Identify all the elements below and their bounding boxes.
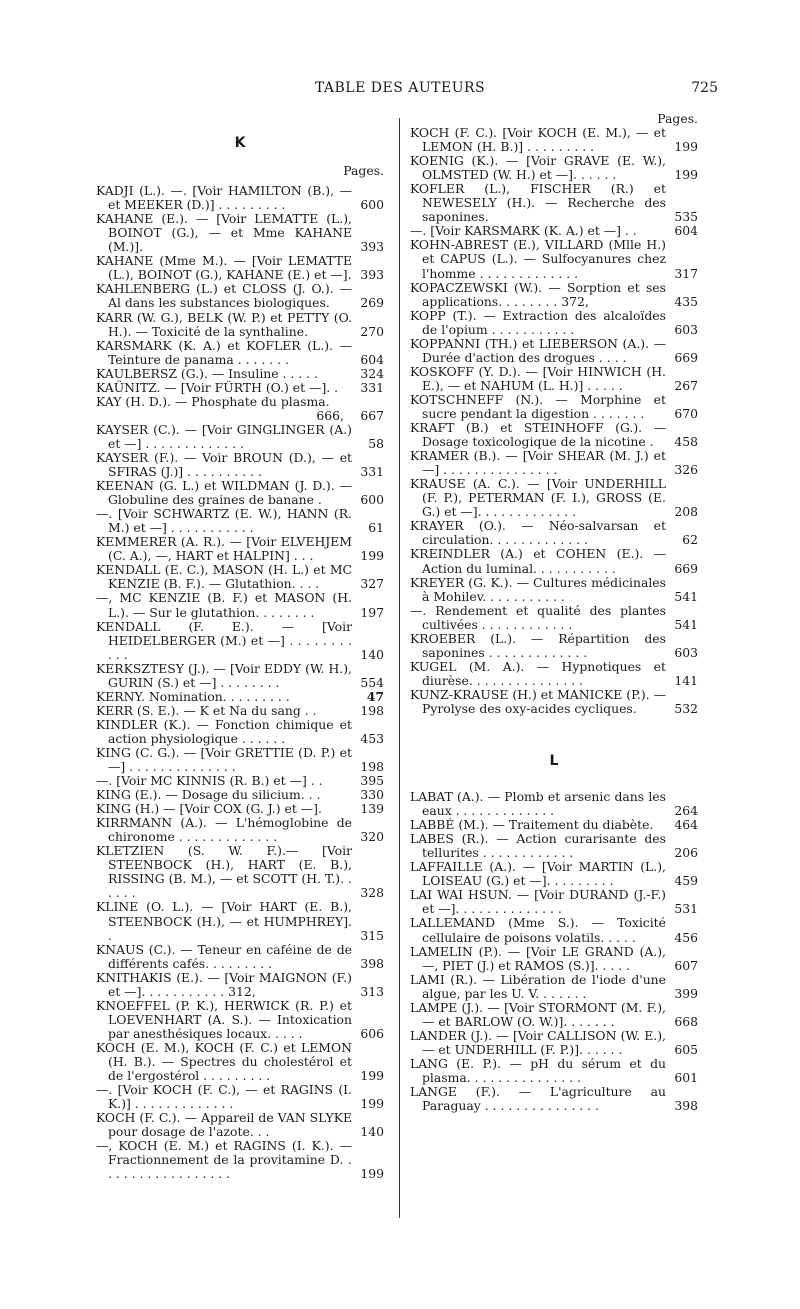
entry-page-number: 58 — [368, 435, 384, 451]
entry-page-number: 399 — [674, 985, 698, 1001]
index-entry — [410, 916, 698, 944]
entry-page-number: 197 — [360, 604, 384, 620]
entry-text: KARR (W. G.), BELK (W. P.) et PETTY (O. H.). — Toxicité de la synthaline. — [96, 309, 352, 339]
entry-text: KOHN-ABREST (E.), VILLARD (Mlle H.) et CAPUS (L.). — Sulfocyanures chez l'homme . . . . . . . . . . . . . — [410, 237, 666, 281]
entry-text: KROEBER (L.). — Répartition des saponines . . . . . . . . . . . . . — [410, 630, 666, 660]
index-entry — [96, 620, 384, 662]
entry-text: KADJI (L.). —. [Voir HAMILTON (B.), — et MEEKER (D.)] . . . . . . . . . — [96, 183, 352, 213]
index-entry — [410, 337, 698, 365]
index-entry — [410, 365, 698, 393]
entry-text: KRAMER (B.). — [Voir SHEAR (M. J.) et —] . . . . . . . . . . . . . . . — [410, 448, 666, 478]
entry-text: LAMELIN (P.). — [Voir LE GRAND (A.), —, PIET (J.) et RAMOS (S.)]. . . . . — [410, 943, 666, 973]
entry-text: KEENAN (G. L.) et WILDMAN (J. D.). — Globuline des graines de banane . — [96, 478, 352, 508]
index-entry — [410, 393, 698, 421]
index-entry — [96, 788, 384, 802]
index-entry — [96, 943, 384, 971]
index-entry — [410, 238, 698, 280]
entry-page-number: 199 — [360, 548, 384, 564]
index-entry — [410, 1085, 698, 1113]
entry-text: KAYSER (C.). — [Voir GINGLINGER (A.) et —] . . . . . . . . . . . . . — [96, 421, 352, 451]
entry-page-number: 393 — [360, 239, 384, 255]
entry-page-number: 459 — [674, 873, 698, 889]
index-entry — [96, 1041, 384, 1083]
index-entry — [96, 409, 384, 423]
entry-page-number: 667 — [360, 407, 384, 423]
entry-text: KING (H.) — [Voir COX (G. J.) et —]. — [96, 801, 322, 817]
index-entry — [410, 973, 698, 1001]
entry-page-number: 604 — [360, 351, 384, 367]
entry-text: KRAUSE (A. C.). — [Voir UNDERHILL (F. P.), PETERMAN (F. I.), GROSS (E. G.) et —]. . . . . . . . . . . . . — [410, 476, 666, 520]
index-entry — [410, 1057, 698, 1085]
index-entry — [96, 451, 384, 479]
entry-page-number: 600 — [360, 492, 384, 508]
pages-label-right: Pages. — [657, 111, 698, 126]
index-entry — [410, 1029, 698, 1057]
entry-page-number: 199 — [360, 1166, 384, 1182]
entry-text: KAYSER (F.). — Voir BROUN (D.), — et SFIRAS (J.)] . . . . . . . . . . — [96, 449, 352, 480]
entry-text: —. [Voir KOCH (F. C.), — et RAGINS (I. K.)] . . . . . . . . . . . . . — [96, 1082, 352, 1112]
page-number: 725 — [691, 80, 718, 96]
entry-text: KOFLER (L.), FISCHER (R.) et NEWESELY (H.). — Recherche des saponines. — [410, 181, 666, 225]
right-column — [410, 112, 698, 1113]
entry-page-number: 607 — [674, 957, 698, 973]
index-entry — [410, 224, 698, 238]
entry-text: KING (C. G.). — [Voir GRETTIE (D. P.) et —] . . . . . . . . . . . . . . — [96, 744, 352, 775]
index-entry — [410, 660, 698, 688]
index-entry — [96, 212, 384, 254]
entry-text: —. Rendement et qualité des plantes cultivées . . . . . . . . . . . . — [410, 602, 666, 632]
entry-page-number: 395 — [360, 773, 384, 789]
index-entry — [96, 563, 384, 591]
entry-text: 666, — [316, 407, 344, 423]
entry-text: LABES (R.). — Action curarisante des tellurites . . . . . . . . . . . . — [410, 831, 666, 861]
index-entry — [410, 519, 698, 547]
entry-text: KERR (S. E.). — K et Na du sang . . — [96, 702, 317, 718]
entry-page-number: 324 — [360, 365, 384, 381]
entry-page-number: 604 — [674, 223, 698, 239]
column-divider — [399, 118, 400, 1218]
entry-page-number: 464 — [674, 817, 698, 833]
left-column — [96, 112, 384, 1181]
entry-page-number: 398 — [674, 1098, 698, 1114]
entry-text: KERNY. Nomination. . . . . . . . . — [96, 688, 290, 704]
entry-text: KOPPANNI (TH.) et LIEBERSON (A.). — Durée d'action des drogues . . . . — [410, 335, 666, 365]
entry-page-number: 603 — [674, 644, 698, 660]
entry-text: KRAFT (B.) et STEINHOFF (G.). — Dosage toxicologique de la nicotine . — [410, 420, 666, 450]
index-entry — [96, 802, 384, 816]
entry-text: KREYER (G. K.). — Cultures médicinales à Mohilev. . . . . . . . . . . — [410, 574, 666, 604]
index-entry — [410, 126, 698, 154]
entry-text: KOPP (T.). — Extraction des alcaloïdes de l'opium . . . . . . . . . . . — [410, 307, 666, 337]
entry-page-number: 140 — [360, 1124, 384, 1140]
entry-text: KENDALL (E. C.), MASON (H. L.) et MC KENZIE (B. F.). — Glutathion. . . . — [96, 562, 352, 592]
entry-text: KOCH (F. C.). [Voir KOCH (E. M.), — et LEMON (H. B.)] . . . . . . . . . — [410, 125, 666, 155]
entry-page-number: 541 — [674, 616, 698, 632]
entry-page-number: 139 — [360, 801, 384, 817]
entry-text: KOCH (F. C.). — Appareil de VAN SLYKE pour dosage de l'azote. . . — [96, 1110, 352, 1140]
index-entry — [96, 535, 384, 563]
index-entry — [96, 690, 384, 704]
entry-page-number: 61 — [368, 520, 384, 536]
entry-page-number: 206 — [674, 845, 698, 861]
pages-label-left: Pages. — [343, 163, 384, 179]
entry-text: KNITHAKIS (E.). — [Voir MAIGNON (F.) et —]. . . . . . . . . . . 312, — [96, 969, 352, 999]
entry-text: LAMI (R.). — Libération de l'iode d'une algue, par les U. V. . . . . . . — [410, 971, 666, 1001]
entry-text: KING (E.). — Dosage du silicium. . . — [96, 787, 321, 803]
index-entry — [410, 281, 698, 309]
entry-page-number: 601 — [674, 1070, 698, 1085]
entry-page-number: 313 — [360, 983, 384, 999]
page-title: TABLE DES AUTEURS — [314, 80, 486, 96]
entry-page-number: 669 — [674, 560, 698, 576]
entry-page-number: 199 — [360, 1068, 384, 1084]
entry-text: LABBÉ (M.). — Traitement du diabète. — [410, 817, 654, 833]
index-entry — [410, 688, 698, 716]
index-entry — [410, 449, 698, 477]
index-entry — [96, 971, 384, 999]
entry-text: KOSKOFF (Y. D.). — [Voir HINWICH (H. E.), — et NAHUM (L. H.)] . . . . . — [410, 363, 666, 393]
entry-text: KLINE (O. L.). — [Voir HART (E. B.), STEENBOCK (H.), — et HUMPHREY]. . — [96, 899, 352, 943]
entry-page-number: 208 — [674, 504, 698, 520]
entry-page-number: 199 — [674, 167, 698, 183]
entry-text: KAULBERSZ (G.). — Insuline . . . . . — [96, 365, 318, 381]
entry-page-number: 605 — [674, 1041, 698, 1057]
index-entry — [410, 576, 698, 604]
index-entry — [410, 632, 698, 660]
entry-page-number: 141 — [674, 672, 698, 688]
entry-page-number: 670 — [674, 405, 698, 421]
entry-text: —, MC KENZIE (B. F.) et MASON (H. L.). — Sur le glutathion. . . . . . . . — [96, 590, 352, 620]
entry-text: KOCH (E. M.), KOCH (F. C.) et LEMON (H. B.). — Spectres du cholestérol et de l'ergostérol . . . . . . . . . — [96, 1039, 352, 1084]
index-entry — [410, 477, 698, 519]
entry-text: LANGE (F.). — L'agriculture au Paraguay . . . . . . . . . . . . . . . — [410, 1084, 666, 1114]
index-entry — [96, 282, 384, 310]
entry-page-number: 456 — [674, 929, 698, 945]
section-letter-l: L — [549, 753, 559, 770]
entry-list-l — [410, 790, 698, 1113]
index-entry — [410, 832, 698, 860]
entry-page-number: 453 — [360, 730, 384, 746]
entry-page-number: 535 — [674, 209, 698, 225]
entry-page-number: 270 — [360, 323, 384, 339]
entry-text: KERKSZTESY (J.). — [Voir EDDY (W. H.), GURIN (S.) et —] . . . . . . . . — [96, 660, 352, 690]
index-entry — [96, 184, 384, 212]
entry-page-number: 317 — [674, 265, 698, 281]
entry-text: KNAUS (C.). — Teneur en caféine de de différents cafés. . . . . . . . . — [96, 941, 352, 971]
entry-text: KAY (H. D.). — Phosphate du plasma. — [96, 393, 330, 409]
index-entry — [410, 547, 698, 575]
entry-text: KAHLENBERG (L.) et CLOSS (J. O.). — Al dans les substances biologiques. — [96, 281, 352, 311]
entry-text: KLETZIEN (S. W. F.).— [Voir STEENBOCK (H.), HART (E. B.), RISSING (B. M.), — et SCOTT (H. T.). . . . . . — [96, 843, 352, 901]
page-header — [0, 80, 800, 100]
entry-text: KOPACZEWSKI (W.). — Sorption et ses applications. . . . . . . . 372, — [410, 279, 666, 309]
entry-page-number: 541 — [674, 588, 698, 604]
index-entry — [96, 395, 384, 409]
index-entry — [96, 479, 384, 507]
index-entry — [410, 790, 698, 818]
entry-page-number: 199 — [674, 139, 698, 155]
entry-page-number: 600 — [360, 197, 384, 213]
entry-text: LAFFAILLE (A.). — [Voir MARTIN (L.), LOISEAU (G.) et —]. . . . . . . . . — [410, 859, 666, 889]
entry-page-number: 393 — [360, 267, 384, 283]
index-entry — [96, 774, 384, 788]
index-entry — [96, 999, 384, 1041]
entry-page-number: 198 — [360, 759, 384, 775]
entry-text: KOENIG (K.). — [Voir GRAVE (E. W.), OLMSTED (W. H.) et —]. . . . . . — [410, 153, 666, 183]
entry-page-number: 328 — [360, 885, 384, 901]
entry-text: LANG (E. P.). — pH du sérum et du plasma. . . . . . . . . . . . . . . — [410, 1055, 666, 1085]
index-entry — [410, 309, 698, 337]
index-entry — [410, 888, 698, 916]
entry-text: KREINDLER (A.) et COHEN (E.). — Action du luminal. . . . . . . . . . . — [410, 546, 666, 576]
entry-page-number: 198 — [360, 702, 384, 718]
entry-text: KARSMARK (K. A.) et KOFLER (L.). — Teinture de panama . . . . . . . — [96, 337, 352, 367]
index-entry — [410, 945, 698, 973]
entry-page-number: 532 — [674, 700, 698, 716]
entry-page-number: 330 — [360, 787, 384, 803]
entry-page-number: 331 — [360, 464, 384, 480]
index-entry — [410, 421, 698, 449]
index-entry — [96, 591, 384, 619]
entry-text: KEMMERER (A. R.). — [Voir ELVEHJEM (C. A.), —, HART et HALPIN] . . . — [96, 534, 352, 564]
index-entry — [410, 154, 698, 182]
index-entry — [96, 367, 384, 381]
index-entry — [96, 662, 384, 690]
entry-page-number: 458 — [674, 434, 698, 450]
entry-page-number: 320 — [360, 829, 384, 845]
index-entry — [410, 604, 698, 632]
entry-page-number: 326 — [674, 462, 698, 478]
entry-page-number: 269 — [360, 295, 384, 311]
entry-text: KAHANE (Mme M.). — [Voir LEMATTE (L.), BOINOT (G.), KAHANE (E.) et —]. — [96, 253, 352, 283]
entry-text: KAÜNITZ. — [Voir FÜRTH (O.) et —]. . — [96, 379, 339, 395]
index-entry — [96, 816, 384, 844]
index-entry — [96, 381, 384, 395]
entry-page-number: 315 — [360, 927, 384, 943]
entry-page-number: 327 — [360, 576, 384, 592]
section-letter-k: K — [234, 135, 246, 151]
index-entry — [96, 746, 384, 774]
entry-text: KAHANE (E.). — [Voir LEMATTE (L.), BOINOT (G.), — et Mme KAHANE (M.)]. — [96, 211, 352, 255]
entry-page-number: 606 — [360, 1025, 384, 1041]
entry-page-number: 199 — [360, 1096, 384, 1112]
index-entry — [96, 704, 384, 718]
entry-page-number: 603 — [674, 321, 698, 337]
index-entry — [96, 844, 384, 900]
entry-page-number: 47 — [366, 688, 384, 704]
entry-text: KINDLER (K.). — Fonction chimique et action physiologique . . . . . . — [96, 716, 352, 746]
entry-text: LABAT (A.). — Plomb et arsenic dans les eaux . . . . . . . . . . . . . — [410, 789, 666, 819]
index-entry — [96, 1111, 384, 1139]
entry-page-number: 669 — [674, 349, 698, 365]
entry-page-number: 435 — [674, 293, 698, 309]
index-entry — [410, 818, 698, 832]
entry-list-k — [96, 184, 384, 1181]
entry-text: KRAYER (O.). — Néo-salvarsan et circulation. . . . . . . . . . . . . — [410, 518, 666, 548]
entry-page-number: 554 — [360, 674, 384, 690]
entry-page-number: 62 — [682, 532, 698, 548]
entry-page-number: 531 — [674, 901, 698, 917]
entry-page-number: 264 — [674, 803, 698, 819]
entry-text: KIRRMANN (A.). — L'hémoglobine de chironome . . . . . . . . . . . . . — [96, 815, 352, 845]
entry-page-number: 668 — [674, 1013, 698, 1029]
entry-page-number: 140 — [360, 646, 384, 662]
entry-text: KUGEL (M. A.). — Hypnotiques et diurèse. . . . . . . . . . . . . . . — [410, 658, 666, 688]
index-entry — [96, 1139, 384, 1181]
entry-page-number: 331 — [360, 379, 384, 395]
entry-text: —. [Voir SCHWARTZ (E. W.), HANN (R. M.) et —] . . . . . . . . . . . — [96, 506, 352, 536]
entry-page-number: 267 — [674, 377, 698, 393]
index-entry — [410, 182, 698, 224]
entry-text: —. [Voir MC KINNIS (R. B.) et —] . . — [96, 773, 323, 789]
index-entry — [410, 860, 698, 888]
index-entry — [96, 423, 384, 451]
index-entry — [96, 1083, 384, 1111]
index-entry — [96, 900, 384, 942]
entry-text: LAI WAI HSUN. — [Voir DURAND (J.-F.) et —]. . . . . . . . . . . . . . — [410, 887, 666, 917]
entry-text: KENDALL (F. E.). — [Voir HEIDELBERGER (M.) et —] . . . . . . . . . . . — [96, 618, 352, 662]
index-entry — [410, 1001, 698, 1029]
index-entry — [96, 254, 384, 282]
entry-text: LANDER (J.). — [Voir CALLISON (W. E.), — et UNDERHILL (F. P.)]. . . . . . — [410, 1027, 666, 1057]
entry-text: KOTSCHNEFF (N.). — Morphine et sucre pendant la digestion . . . . . . . — [410, 391, 666, 421]
index-entry — [96, 718, 384, 746]
entry-text: LALLEMAND (Mme S.). — Toxicité cellulaire de poisons volatils. . . . . — [410, 915, 666, 945]
entry-text: —, KOCH (E. M.) et RAGINS (I. K.). — Fractionnement de la provitamine D. . . . . . . . . . . . . . . . . . — [96, 1138, 352, 1182]
entry-text: —. [Voir KARSMARK (K. A.) et —] . . — [410, 223, 637, 239]
entry-list-k-continued — [410, 126, 698, 716]
entry-text: KUNZ-KRAUSE (H.) et MANICKE (P.). — Pyrolyse des oxy-acides cycliques. — [410, 686, 666, 716]
index-entry — [96, 507, 384, 535]
entry-page-number: 398 — [360, 955, 384, 971]
index-entry — [96, 311, 384, 339]
index-entry — [96, 339, 384, 367]
entry-text: LAMPE (J.). — [Voir STORMONT (M. F.), — et BARLOW (O. W.)]. . . . . . . — [410, 999, 666, 1029]
entry-text: KNOEFFEL (P. K.), HERWICK (R. P.) et LOEVENHART (A. S.). — Intoxication par anesthésiques locaux. . . . . — [96, 997, 352, 1041]
